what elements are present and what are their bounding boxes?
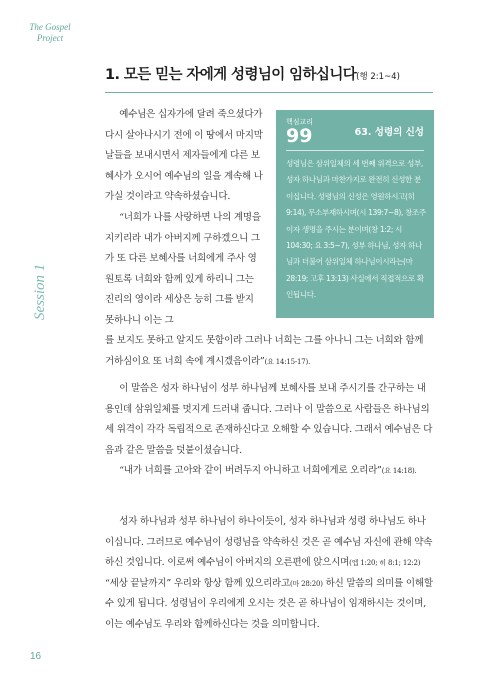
paragraph-text: “세상 끝날까지” 우리와 항상 함께 있으리라고 bbox=[105, 577, 290, 589]
paragraph-text: 하신 말씀의 의미를 이해할 수 있게 됩니다. 성령님이 우리에게 오시는 것은 곧 하나님이 임재하시는 것이며, 이는 예수님도 우리와 함께하신다는 것을 의미합니다. bbox=[105, 577, 433, 630]
doctrine-callout-box bbox=[276, 110, 434, 318]
brand-logo bbox=[20, 22, 80, 44]
brand-line-2: Project bbox=[36, 33, 64, 43]
body-paragraph-3: 이 말씀은 성자 하나님이 성부 하나님께 보혜사를 보내 주시기를 간구하는 내용인데 삼위일체를 멋지게 드러내 줍니다. 그러나 이 말씀으로 사람들은 하나님의 세 위격이 각각 독립적으로 존재하신다고 오해할 수 있습니다. 그래서 예수님은 다음과 같은 말씀을 덧붙이셨습니다. bbox=[105, 383, 433, 456]
quote-text: “내가 너희를 고아와 같이 버려두지 아니하고 너희에게로 오리라” bbox=[119, 465, 382, 476]
scripture-reference: (엡 1:20; 히 8:1; 12:2) bbox=[349, 559, 421, 568]
scripture-reference: (마 28:20) bbox=[290, 579, 323, 588]
body-paragraph-5 bbox=[105, 512, 433, 636]
page-number: 16 bbox=[30, 651, 42, 662]
quote-text: 를 보지도 못하고 알지도 못함이라 그러나 너희는 그를 아나니 그는 너희와 함께 거하심이요 또 너희 속에 계시겠음이라” bbox=[105, 335, 424, 367]
callout-body: 성령님은 삼위일체의 세 번째 위격으로 성부, 성자 하나님과 마찬가지로 완전히 신성한 분이십니다. 성령님의 신성은 영원하시고(히 9:14), 무소부재하시며(시 139:7~8), 창조주이자 생명을 주시는 분이며(창 1:2; 시 104:30; 요 3:5~7), 성부 하나님, 성자 하나님과 더불어 삼위일체 하나님이시라는(마 28:19; 고후 13:13) 사실에서 직접적으로 확인됩니다. bbox=[286, 159, 426, 300]
callout-number: 99 bbox=[286, 125, 313, 147]
paragraph-text: 성자 하나님과 성부 하나님이 하나이듯이, 성자 하나님과 성령 하나님도 하나이십니다. 그러므로 예수님이 성령님을 약속하신 것은 곧 예수님 자신에 관해 약속하신 것입니다. 이로써 예수님이 아버지의 오른편에 앉으시며 bbox=[105, 516, 433, 569]
body-paragraph-1: 예수님은 십자가에 달려 죽으셨다가 다시 살아나시기 전에 이 땅에서 마지막 날들을 보내시면서 제자들에게 다른 보혜사가 오시어 예수님의 일을 계속해 나가실 것이라고 약속하셨습니다. bbox=[105, 109, 263, 203]
body-paragraph-4 bbox=[105, 461, 433, 482]
brand-line-1: The Gospel bbox=[29, 22, 71, 32]
body-paragraph-2-continued bbox=[105, 331, 433, 372]
quote-reference: (요 14:15-17). bbox=[264, 357, 311, 366]
callout-category: 핵심교리 bbox=[286, 118, 314, 126]
session-side-label: Session 1 bbox=[32, 263, 48, 320]
section-title bbox=[105, 67, 400, 83]
quote-reference: (요 14:18). bbox=[381, 467, 417, 475]
section-title-ref: (행 2:1~4) bbox=[356, 72, 400, 82]
section-heading bbox=[105, 64, 433, 93]
callout-heading: 63. 성령의 신성 bbox=[354, 127, 424, 138]
callout-divider bbox=[286, 150, 424, 151]
section-title-text: 1. 모든 믿는 자에게 성령님이 임하십니다 bbox=[105, 67, 357, 83]
body-paragraph-2: “너희가 나를 사랑하면 나의 계명을 지키리라 내가 아버지께 구하겠으니 그가 또 다른 보혜사를 너희에게 주사 영원토록 너희와 함께 있게 하리니 그는 진리의 영이라 세상은 능히 그를 받지 못하나니 이는 그 bbox=[105, 212, 261, 326]
